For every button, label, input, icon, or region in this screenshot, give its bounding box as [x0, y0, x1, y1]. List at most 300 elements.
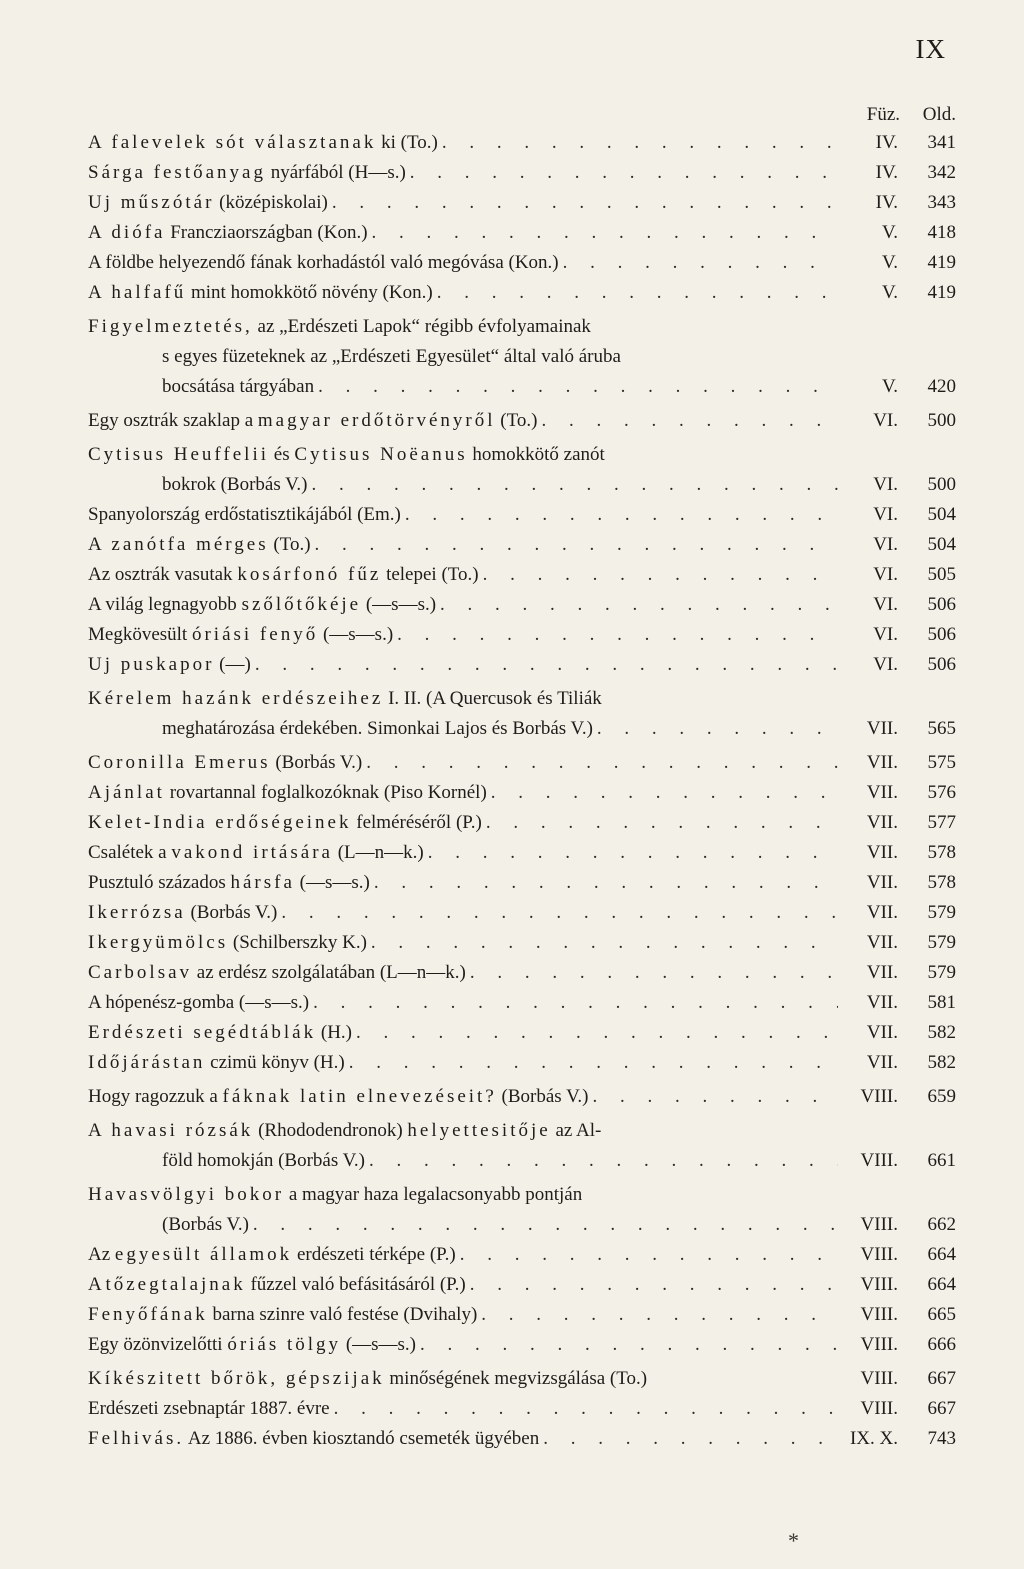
- entry-main-line: [88, 1394, 956, 1424]
- entry-main-line: [88, 1210, 956, 1240]
- entry-title: [162, 1146, 365, 1176]
- entry-main-line: [88, 248, 956, 278]
- spaced-keyword: hársfa: [230, 872, 295, 893]
- page-ref: 665: [927, 1304, 956, 1325]
- issue-number: V.: [881, 282, 898, 303]
- page-ref: 500: [927, 410, 956, 431]
- dot-leader: [479, 560, 838, 590]
- spaced-keyword: Cytisus Noëanus: [294, 444, 468, 465]
- dot-leader: [352, 1018, 838, 1048]
- entry-title: [88, 620, 393, 650]
- entry-text: homokkötő zanót: [467, 444, 605, 465]
- dot-leader: [370, 868, 838, 898]
- entry-title-line: [88, 312, 956, 342]
- dot-leader: [251, 650, 838, 680]
- entry-title: [88, 928, 367, 958]
- dot-leader: [330, 1394, 838, 1424]
- entry-title: [88, 500, 401, 530]
- dot-leader: [466, 958, 838, 988]
- column-headers: [846, 104, 956, 126]
- entry-text: (Borbás V.): [270, 752, 363, 773]
- dot-leader: [406, 158, 838, 188]
- entry-main-line: [88, 500, 956, 530]
- entry-text: rovartannal foglalkozóknak (Piso Kornél): [164, 782, 487, 803]
- entry-title: [88, 898, 277, 928]
- page-ref: 579: [927, 932, 956, 953]
- entry-text: Hogy ragozzuk a: [88, 1086, 223, 1107]
- dot-leader: [466, 1270, 838, 1300]
- entry-main-line: [88, 372, 956, 402]
- spaced-keyword: Figyelmeztetés,: [88, 316, 253, 337]
- entry-main-line: [88, 778, 956, 808]
- page-ref: 666: [927, 1334, 956, 1355]
- entry-text: Spanyolország erdőstatisztikájából (Em.): [88, 504, 401, 525]
- entry-text: Az 1886. évben kiosztandó csemeték ügyében: [184, 1428, 540, 1449]
- page-ref: 582: [927, 1052, 956, 1073]
- spaced-keyword: Kíkészitett bőrök, gépszijak: [88, 1368, 385, 1389]
- entry-text: (L—n—k.): [332, 842, 424, 863]
- page-ref: 504: [927, 534, 956, 555]
- entry-title: [162, 714, 593, 744]
- issue-number: IV.: [875, 132, 898, 153]
- dot-leader: [277, 898, 838, 928]
- toc-entry: [88, 560, 956, 590]
- entry-text: A hópenész-gomba (—s—s.): [88, 992, 310, 1013]
- spaced-keyword: vakond irtására: [171, 842, 333, 863]
- entry-text: barna szinre való festése (Dvihaly): [207, 1304, 478, 1325]
- spaced-keyword: Ajánlat: [88, 782, 165, 803]
- entry-text: (—): [214, 654, 251, 675]
- entry-text: A: [88, 1274, 106, 1295]
- issue-number: V.: [881, 252, 898, 273]
- entry-main-line: [88, 1018, 956, 1048]
- issue-number: VIII.: [860, 1398, 898, 1419]
- toc-entry: [88, 188, 956, 218]
- entry-text: mint homokkötő növény (Kon.): [186, 282, 433, 303]
- issue-number: VIII.: [860, 1368, 898, 1389]
- entry-title: [88, 1240, 456, 1270]
- toc-entry: [88, 838, 956, 868]
- entry-main-line: [88, 560, 956, 590]
- entry-text: (Borbás V.): [185, 902, 278, 923]
- entry-text: (—s—s.): [361, 594, 437, 615]
- page-ref: 419: [927, 282, 956, 303]
- entry-title: [162, 372, 314, 402]
- entry-title: [88, 590, 436, 620]
- entry-title: [88, 530, 311, 560]
- dot-leader: [345, 1048, 838, 1078]
- entry-title: [88, 218, 368, 248]
- entry-main-line: [88, 898, 956, 928]
- spaced-keyword: A havasi rózsák: [88, 1120, 254, 1141]
- entry-main-line: [88, 278, 956, 308]
- entry-main-line: [88, 1082, 956, 1112]
- entry-main-line: [88, 590, 956, 620]
- issue-number: VII.: [866, 718, 898, 739]
- issue-number: VIII.: [860, 1214, 898, 1235]
- dot-leader: [433, 278, 838, 308]
- entry-text: Pusztuló százados: [88, 872, 231, 893]
- entry-main-line: [88, 838, 956, 868]
- toc-entry: [88, 500, 956, 530]
- spaced-keyword: Erdészeti segédtáblák: [88, 1022, 317, 1043]
- issue-number: VII.: [866, 932, 898, 953]
- page-ref: 575: [927, 752, 956, 773]
- entry-title: [88, 128, 438, 158]
- page-ref: 664: [927, 1244, 956, 1265]
- toc-entry: [88, 1048, 956, 1078]
- entry-title: [88, 188, 328, 218]
- entry-text: Az osztrák vasutak: [88, 564, 238, 585]
- page-ref: 579: [927, 962, 956, 983]
- toc-entry: [88, 748, 956, 778]
- toc-entry: [88, 1116, 956, 1176]
- toc-entry: [88, 988, 956, 1018]
- spaced-keyword: A zanótfa mérges: [88, 534, 269, 555]
- issue-number: VII.: [866, 872, 898, 893]
- issue-number: VII.: [866, 812, 898, 833]
- page-ref: 341: [927, 132, 956, 153]
- footnote-asterisk: *: [788, 1528, 799, 1553]
- dot-leader: [559, 248, 838, 278]
- page-ref: 578: [927, 872, 956, 893]
- page-ref: 418: [927, 222, 956, 243]
- spaced-keyword: Ikerrózsa: [88, 902, 186, 923]
- toc-entry: [88, 530, 956, 560]
- entry-text: (—s—s.): [341, 1334, 417, 1355]
- entry-text: a magyar haza legalacsonyabb pontján: [284, 1184, 583, 1205]
- toc-entry: [88, 406, 956, 436]
- entry-text: (középiskolai): [214, 192, 328, 213]
- spaced-keyword: fáknak latin elnevezéseit?: [222, 1086, 497, 1107]
- spaced-keyword: Ikergyümölcs: [88, 932, 229, 953]
- entry-text: (H.): [316, 1022, 353, 1043]
- spaced-keyword: Kérelem hazánk erdészeihez: [88, 688, 384, 709]
- entry-text: (Rhododendronok): [253, 1120, 408, 1141]
- page-ref: 743: [927, 1428, 956, 1449]
- entry-main-line: [88, 188, 956, 218]
- issue-number: VI.: [873, 654, 898, 675]
- page-ref: 506: [927, 654, 956, 675]
- entry-main-line: [88, 1240, 956, 1270]
- entry-main-line: [88, 530, 956, 560]
- entry-text: (—s—s.): [318, 624, 394, 645]
- entry-title: [88, 748, 362, 778]
- page-ref: 582: [927, 1022, 956, 1043]
- spaced-keyword: óriás tölgy: [227, 1334, 342, 1355]
- entry-text: fűzzel való befásitásáról (P.): [245, 1274, 466, 1295]
- dot-leader: [477, 1300, 838, 1330]
- entry-text: Egy özönvizelőtti: [88, 1334, 228, 1355]
- toc-entry: [88, 1330, 956, 1360]
- spaced-keyword: Coronilla Emerus: [88, 752, 271, 773]
- entry-main-line: [88, 218, 956, 248]
- dot-leader: [249, 1210, 838, 1240]
- dot-leader: [436, 590, 838, 620]
- entry-text: Megkövesült: [88, 624, 192, 645]
- spaced-keyword: Kelet-India erdőségeinek: [88, 812, 352, 833]
- dot-leader: [314, 372, 838, 402]
- issue-number: VI.: [873, 594, 898, 615]
- entry-title: [88, 958, 466, 988]
- dot-leader: [362, 748, 838, 778]
- dot-leader: [368, 218, 838, 248]
- issue-number: VII.: [866, 992, 898, 1013]
- entry-text: (To.): [495, 410, 538, 431]
- issue-number: VI.: [873, 504, 898, 525]
- entry-text: bokrok (Borbás V.): [162, 474, 308, 495]
- issue-number: VI.: [873, 410, 898, 431]
- entry-title: [162, 470, 308, 500]
- entry-title: [88, 1270, 466, 1300]
- dot-leader: [593, 714, 838, 744]
- page-ref: 581: [927, 992, 956, 1013]
- toc-entry: [88, 218, 956, 248]
- page-ref: 500: [927, 474, 956, 495]
- header-fuz: Füz.: [866, 104, 900, 125]
- entry-title: [88, 1424, 539, 1454]
- toc-entry: [88, 278, 956, 308]
- entry-title: [88, 560, 479, 590]
- issue-number: IX. X.: [849, 1428, 898, 1449]
- entry-title: [88, 1018, 352, 1048]
- entry-main-line: [88, 748, 956, 778]
- entry-title: [88, 1364, 647, 1394]
- spaced-keyword: Carbolsav: [88, 962, 193, 983]
- entry-text: czimü könyv (H.): [205, 1052, 345, 1073]
- entry-text: (To.): [268, 534, 311, 555]
- dot-leader: [401, 500, 838, 530]
- toc-entry: [88, 128, 956, 158]
- page-ref: 667: [927, 1398, 956, 1419]
- toc-entry: [88, 1240, 956, 1270]
- spaced-keyword: magyar erdőtörvényről: [257, 410, 496, 431]
- entry-text: az „Erdészeti Lapok“ régibb évfolyamainak: [252, 316, 591, 337]
- entry-text: az erdész szolgálatában (L—n—k.): [192, 962, 466, 983]
- entry-text: (Schilberszky K.): [228, 932, 367, 953]
- entry-title: [88, 406, 537, 436]
- spaced-keyword: kosárfonó fűz: [237, 564, 382, 585]
- spaced-keyword: Fenyőfának: [88, 1304, 208, 1325]
- entry-main-line: [88, 958, 956, 988]
- entry-text: (Borbás V.): [496, 1086, 589, 1107]
- entry-main-line: [88, 1146, 956, 1176]
- issue-number: VIII.: [860, 1334, 898, 1355]
- dot-leader: [365, 1146, 838, 1176]
- issue-number: VII.: [866, 1022, 898, 1043]
- toc-entry: [88, 928, 956, 958]
- issue-number: IV.: [875, 162, 898, 183]
- page-ref: 505: [927, 564, 956, 585]
- entry-title: [88, 1048, 345, 1078]
- entry-text: nyárfából (H—s.): [265, 162, 406, 183]
- issue-number: VI.: [873, 564, 898, 585]
- spaced-keyword: óriási fenyő: [191, 624, 319, 645]
- spaced-keyword: Uj puskapor: [88, 654, 215, 675]
- spaced-keyword: A diófa: [88, 222, 166, 243]
- issue-number: VIII.: [860, 1244, 898, 1265]
- header-old: Old.: [922, 104, 956, 125]
- entry-main-line: [88, 650, 956, 680]
- spaced-keyword: tőzegtalajnak: [105, 1274, 246, 1295]
- dot-leader: [438, 128, 838, 158]
- page-ref: 576: [927, 782, 956, 803]
- entry-text: minőségének megvizsgálása (To.): [384, 1368, 648, 1389]
- dot-leader: [537, 406, 838, 436]
- toc-entry: [88, 620, 956, 650]
- issue-number: VI.: [873, 624, 898, 645]
- dot-leader: [311, 530, 838, 560]
- page-ref: 579: [927, 902, 956, 923]
- entry-title: [88, 158, 406, 188]
- issue-number: VII.: [866, 962, 898, 983]
- spaced-keyword: Uj műszótár: [88, 192, 215, 213]
- spaced-keyword: egyesült államok: [114, 1244, 293, 1265]
- issue-number: VI.: [873, 534, 898, 555]
- entry-main-line: [88, 1364, 956, 1394]
- entry-main-line: [88, 470, 956, 500]
- spaced-keyword: Sárga festőanyag: [88, 162, 266, 183]
- entry-text: bocsátása tárgyában: [162, 376, 315, 397]
- dot-leader: [588, 1082, 838, 1112]
- entry-text: Egy osztrák szaklap a: [88, 410, 258, 431]
- page-ref: 506: [927, 594, 956, 615]
- dot-leader: [309, 988, 838, 1018]
- entry-main-line: [88, 1424, 956, 1454]
- entry-title-line: [88, 1180, 956, 1210]
- issue-number: VII.: [866, 752, 898, 773]
- page-ref: 577: [927, 812, 956, 833]
- page-ref: 661: [927, 1150, 956, 1171]
- entry-title: [88, 988, 309, 1018]
- entry-main-line: [88, 620, 956, 650]
- toc-entry: [88, 312, 956, 402]
- spaced-keyword: Időjárástan: [88, 1052, 206, 1073]
- entry-main-line: [88, 808, 956, 838]
- page-ref: 343: [927, 192, 956, 213]
- dot-leader: [424, 838, 838, 868]
- toc-entry: [88, 778, 956, 808]
- entry-title-line: [88, 1116, 956, 1146]
- dot-leader: [456, 1240, 838, 1270]
- toc-entry: [88, 440, 956, 500]
- dot-leader: [487, 778, 838, 808]
- entry-text: ki (To.): [376, 132, 438, 153]
- toc-entry: [88, 158, 956, 188]
- page-ref: 578: [927, 842, 956, 863]
- page-ref: 342: [927, 162, 956, 183]
- toc-entry: [88, 248, 956, 278]
- entry-main-line: [88, 406, 956, 436]
- dot-leader: [416, 1330, 838, 1360]
- issue-number: VII.: [866, 782, 898, 803]
- entry-title: [88, 650, 251, 680]
- page-ref: 419: [927, 252, 956, 273]
- entry-main-line: [88, 868, 956, 898]
- toc-entry: [88, 1364, 956, 1394]
- dot-leader: [367, 928, 838, 958]
- entry-title: [88, 778, 487, 808]
- table-of-contents: [88, 128, 956, 1454]
- entry-title: [88, 1300, 477, 1330]
- entry-text: A földbe helyezendő fának korhadástól való megóvása (Kon.): [88, 252, 559, 273]
- entry-text: meghatározása érdekében. Simonkai Lajos és Borbás V.): [162, 718, 593, 739]
- dot-leader: [482, 808, 838, 838]
- spaced-keyword: helyettesitője: [407, 1120, 551, 1141]
- entry-text: Erdészeti zsebnaptár 1887. évre: [88, 1398, 330, 1419]
- spaced-keyword: szőlőtőkéje: [241, 594, 362, 615]
- issue-number: IV.: [875, 192, 898, 213]
- issue-number: VIII.: [860, 1086, 898, 1107]
- dot-leader: [393, 620, 838, 650]
- toc-entry: [88, 1270, 956, 1300]
- issue-number: VII.: [866, 1052, 898, 1073]
- toc-entry: [88, 684, 956, 744]
- entry-title: [88, 1394, 330, 1424]
- entry-text: A világ legnagyobb: [88, 594, 242, 615]
- entry-text: telepei (To.): [381, 564, 479, 585]
- entry-main-line: [88, 1330, 956, 1360]
- issue-number: VII.: [866, 902, 898, 923]
- entry-main-line: [88, 988, 956, 1018]
- dot-leader: [328, 188, 838, 218]
- dot-leader: [308, 470, 839, 500]
- issue-number: V.: [881, 376, 898, 397]
- issue-number: V.: [881, 222, 898, 243]
- entry-text: az Al-: [550, 1120, 602, 1141]
- entry-title: [88, 808, 482, 838]
- toc-entry: [88, 1082, 956, 1112]
- toc-entry: [88, 958, 956, 988]
- entry-title: [88, 1082, 588, 1112]
- entry-main-line: [88, 1270, 956, 1300]
- entry-text: Csalétek a: [88, 842, 172, 863]
- spaced-keyword: A halfafű: [88, 282, 187, 303]
- entry-text: és: [269, 444, 295, 465]
- entry-title: [88, 838, 424, 868]
- entry-title-line: [88, 684, 956, 714]
- toc-entry: [88, 1300, 956, 1330]
- entry-main-line: [88, 1300, 956, 1330]
- toc-entry: [88, 650, 956, 680]
- entry-main-line: [88, 158, 956, 188]
- entry-text: erdészeti térképe (P.): [292, 1244, 456, 1265]
- page-number: IX: [915, 34, 946, 64]
- page-ref: 662: [927, 1214, 956, 1235]
- entry-text: s egyes füzeteknek az „Erdészeti Egyesület“ által való áruba: [162, 346, 621, 367]
- entry-title: [88, 248, 559, 278]
- toc-entry: [88, 808, 956, 838]
- page-ref: 420: [927, 376, 956, 397]
- entry-main-line: [88, 714, 956, 744]
- spaced-keyword: Felhivás.: [88, 1428, 185, 1449]
- toc-entry: [88, 1180, 956, 1240]
- toc-entry: [88, 1424, 956, 1454]
- entry-text: I. II. (A Quercusok és Tiliák: [383, 688, 602, 709]
- spaced-keyword: Havasvölgyi bokor: [88, 1184, 285, 1205]
- entry-text: Az: [88, 1244, 115, 1265]
- entry-text: (Borbás V.): [162, 1214, 249, 1235]
- issue-number: VIII.: [860, 1304, 898, 1325]
- page-ref: 664: [927, 1274, 956, 1295]
- toc-entry: [88, 590, 956, 620]
- issue-number: VII.: [866, 842, 898, 863]
- entry-text: (—s—s.): [294, 872, 370, 893]
- issue-number: VI.: [873, 474, 898, 495]
- entry-title-line: [88, 342, 956, 372]
- toc-entry: [88, 1018, 956, 1048]
- toc-entry: [88, 868, 956, 898]
